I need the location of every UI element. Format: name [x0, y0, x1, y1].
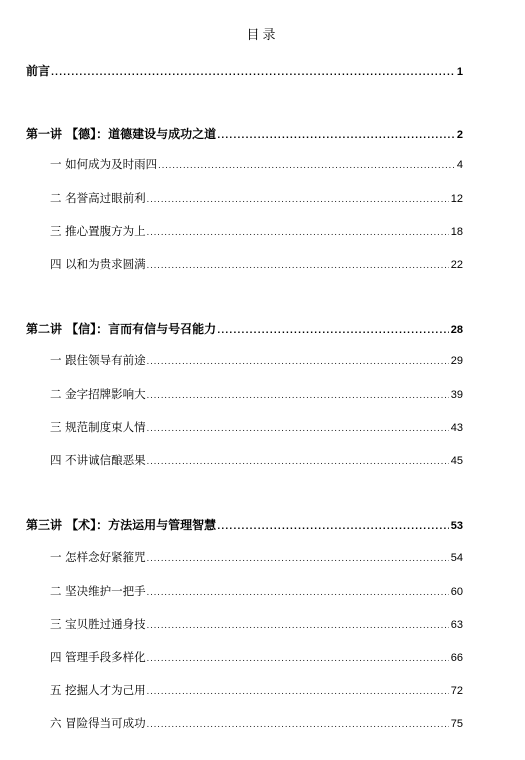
toc-entry-chapter-3[interactable] — [26, 516, 463, 534]
dot-leader — [147, 588, 449, 597]
dot-leader — [217, 131, 455, 140]
toc-entry-label: 四 不讲诚信酿恶果 — [50, 453, 146, 467]
toc-entry-section[interactable] — [50, 223, 463, 241]
toc-entry-label: 第三讲 【术】：方法运用与管理智慧 — [26, 518, 217, 532]
toc-page-number: 72 — [450, 685, 463, 697]
toc-page-number: 28 — [450, 324, 463, 336]
toc-entry-section[interactable] — [50, 352, 463, 370]
toc-entry-label: 一 跟住领导有前途 — [50, 353, 146, 367]
toc-entry-label: 一 如何成为及时雨四 — [50, 157, 158, 171]
toc-entry-section[interactable] — [50, 682, 463, 700]
toc-page-number: 4 — [456, 159, 463, 171]
toc-page-number: 12 — [450, 193, 463, 205]
dot-leader — [147, 457, 449, 466]
toc-entry-label: 二 金字招牌影响大 — [50, 387, 146, 401]
dot-leader — [147, 228, 449, 237]
toc-page-number: 39 — [450, 389, 463, 401]
dot-leader — [51, 68, 455, 77]
toc-entry-section[interactable] — [50, 649, 463, 667]
toc-entry-section[interactable] — [50, 549, 463, 567]
toc-entry-label: 前言 — [26, 64, 51, 78]
dot-leader — [217, 522, 449, 531]
toc-page-number: 63 — [450, 619, 463, 631]
toc-page-number: 18 — [450, 226, 463, 238]
toc-entry-label: 四 以和为贵求圆满 — [50, 257, 146, 271]
toc-entry-section[interactable] — [50, 616, 463, 634]
toc-page-number: 29 — [450, 355, 463, 367]
dot-leader — [147, 391, 449, 400]
toc-entry-label: 二 名誉高过眼前利 — [50, 191, 146, 205]
toc-entry-label: 六 冒险得当可成功 — [50, 716, 146, 730]
dot-leader — [147, 621, 449, 630]
toc-entry-label: 一 怎样念好紧箍咒 — [50, 550, 146, 564]
dot-leader — [147, 195, 449, 204]
dot-leader — [147, 357, 449, 366]
toc-entry-section[interactable] — [50, 715, 463, 733]
toc-entry-section[interactable] — [50, 452, 463, 470]
toc-page-number: 1 — [456, 66, 463, 78]
toc-entry-section[interactable] — [50, 156, 463, 174]
toc-page-number: 75 — [450, 718, 463, 730]
toc-entry-section[interactable] — [50, 419, 463, 437]
dot-leader — [158, 161, 455, 170]
toc-entry-preface[interactable] — [26, 62, 463, 80]
page-title: 目录 — [246, 28, 279, 43]
toc-page-number: 22 — [450, 259, 463, 271]
toc-entry-label: 三 规范制度束人情 — [50, 420, 146, 434]
dot-leader — [217, 326, 449, 335]
toc-entry-label: 五 挖掘人才为己用 — [50, 683, 146, 697]
toc-page-number: 2 — [456, 129, 463, 141]
toc-entry-label: 三 宝贝胜过通身技 — [50, 617, 146, 631]
toc-entry-label: 二 坚决维护一把手 — [50, 584, 146, 598]
toc-entry-chapter-1[interactable] — [26, 125, 463, 143]
dot-leader — [147, 687, 449, 696]
dot-leader — [147, 424, 449, 433]
toc-page-number: 53 — [450, 520, 463, 532]
toc-entry-section[interactable] — [50, 583, 463, 601]
toc-entry-label: 第二讲 【信】：言而有信与号召能力 — [26, 322, 217, 336]
toc-entry-section[interactable] — [50, 190, 463, 208]
toc-page-number: 66 — [450, 652, 463, 664]
toc-entry-label: 四 管理手段多样化 — [50, 650, 146, 664]
toc-entry-label: 第一讲 【德】：道德建设与成功之道 — [26, 127, 217, 141]
toc-page-number: 54 — [450, 552, 463, 564]
dot-leader — [147, 554, 449, 563]
toc-entry-chapter-2[interactable] — [26, 320, 463, 338]
toc-entry-section[interactable] — [50, 256, 463, 274]
toc-entry-label: 三 推心置腹方为上 — [50, 224, 146, 238]
dot-leader — [147, 261, 449, 270]
toc-page-number: 43 — [450, 422, 463, 434]
toc-entry-section[interactable] — [50, 386, 463, 404]
toc-page-number: 60 — [450, 586, 463, 598]
toc-page-number: 45 — [450, 455, 463, 467]
dot-leader — [147, 654, 449, 663]
dot-leader — [147, 720, 449, 729]
